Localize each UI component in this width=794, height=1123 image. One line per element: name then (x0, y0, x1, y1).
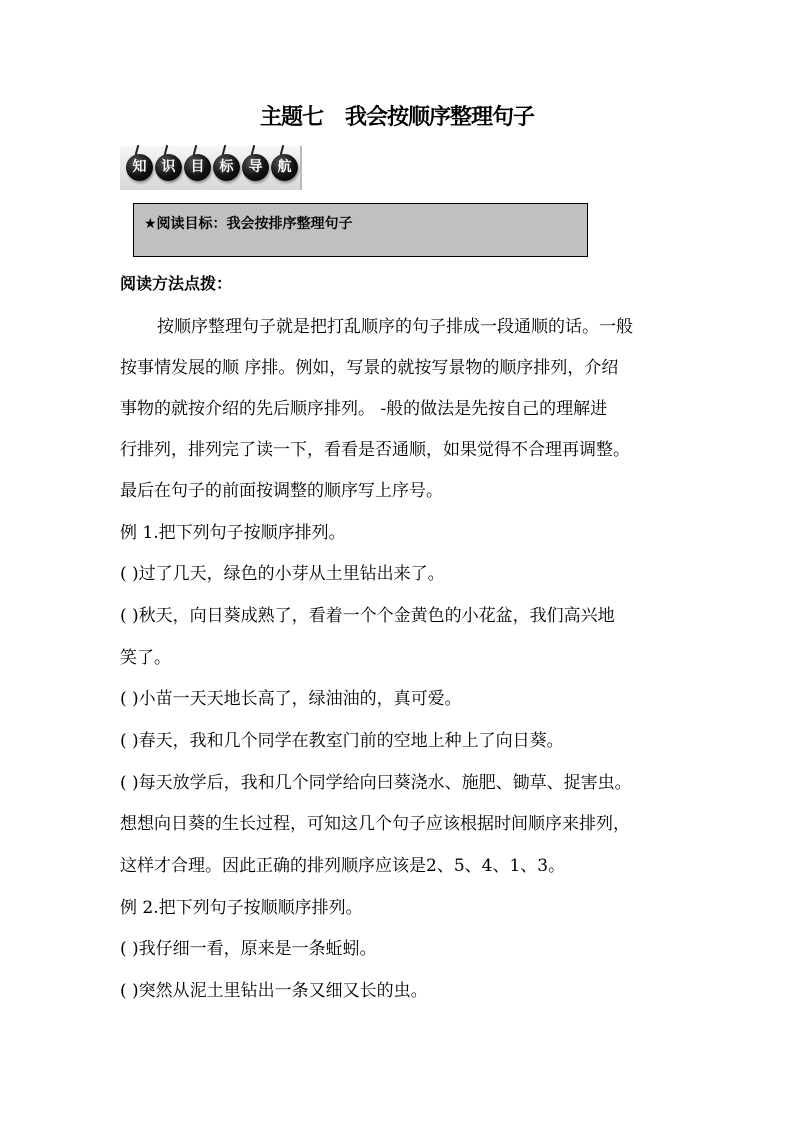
knowledge-goal-banner (120, 146, 302, 190)
badge-char: 标 (213, 154, 240, 181)
example-1-item: ( )小苗一天天地长高了，绿油油的，真可爱。 (120, 689, 462, 709)
example-1-explanation: 这样才合理。因此正确的排列顺序应该是2、5、4、1、3。 (120, 856, 566, 876)
example-1-item: ( )过了几天，绿色的小芽从土里钻出来了。 (120, 564, 445, 584)
badge-char: 目 (184, 154, 211, 181)
example-1-item: ( )春天，我和几个同学在教室门前的空地上种上了向日葵。 (120, 731, 564, 751)
paragraph-line: 按顺序整理句子就是把打乱顺序的句子排成一段通顺的话。一般 (157, 317, 633, 337)
paragraph-line: 按事情发展的顺 序排。例如，写景的就按写景物的顺序排列，介绍 (120, 358, 619, 378)
example-2-title: 例 2.把下列句子按顺顺序排列。 (120, 898, 363, 918)
badge-char: 知 (126, 154, 153, 181)
page-title (0, 100, 794, 131)
reading-goal-text: ★阅读目标：我会按排序整理句子 (144, 216, 353, 232)
example-2-item: ( )我仔细一看，原来是一条蚯蚓。 (120, 939, 377, 959)
paragraph-line: 事物的就按介绍的先后顺序排列。 -般的做法是先按自己的理解进 (120, 399, 608, 419)
badge-char: 识 (155, 154, 182, 181)
example-1-item: ( )每天放学后，我和几个同学给向曰葵浇水、施肥、锄草、捉害虫。 (120, 773, 632, 793)
reading-goal-box (133, 203, 588, 257)
example-1-explanation: 想想向日葵的生长过程，可知这几个句子应该根据时间顺序来排列， (120, 814, 630, 834)
example-1-item: ( )秋天，向日葵成熟了，看着一个个金黄色的小花盆，我们高兴地 (120, 606, 615, 626)
section-heading: 阅读方法点拨： (120, 274, 233, 293)
title-topic: 主题七 (259, 105, 323, 130)
example-1-title: 例 1.把下列句子按顺序排列。 (120, 523, 346, 543)
badge-char: 航 (271, 154, 298, 181)
example-2-item: ( )突然从泥土里钻出一条又细又长的虫。 (120, 981, 428, 1001)
paragraph-line: 最后在句子的前面按调整的顺序写上序号。 (120, 481, 443, 501)
example-1-item: 笑了。 (120, 648, 171, 668)
title-subject: 我会按顺序整理句子 (345, 105, 535, 130)
paragraph-line: 行排列，排列完了读一下，看看是否通顺，如果觉得不合理再调整。 (120, 440, 630, 460)
badge-char: 导 (242, 154, 269, 181)
